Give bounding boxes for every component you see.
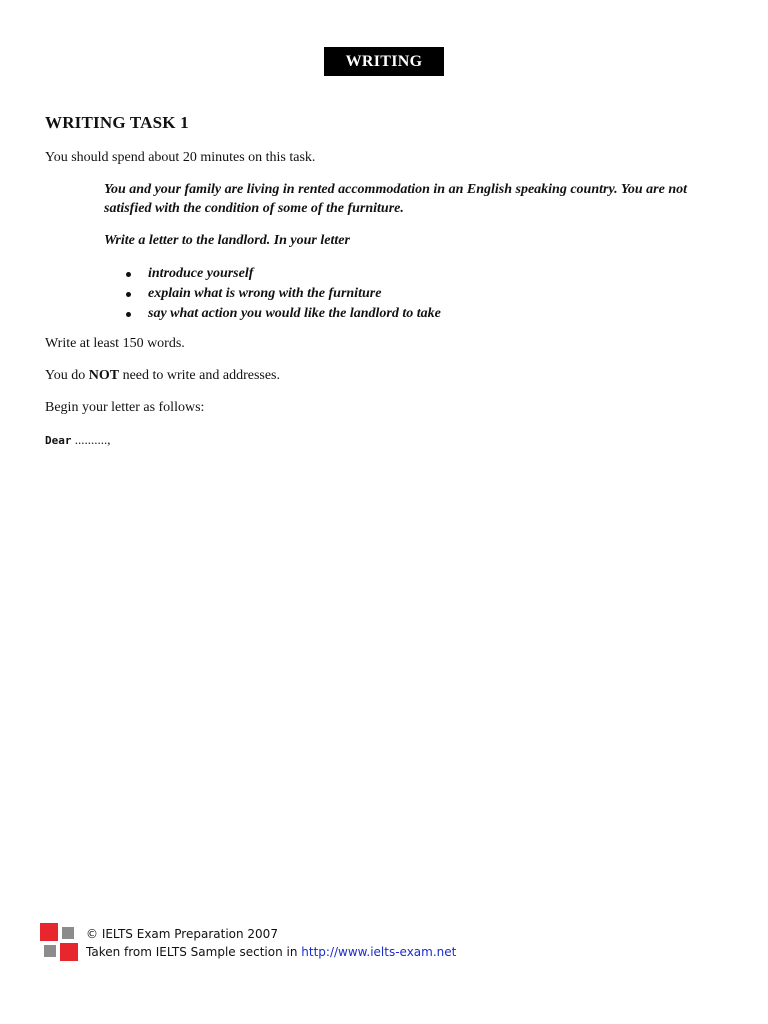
logo-square-red-large <box>40 923 58 941</box>
address-instruction-after: need to write and addresses. <box>119 368 281 383</box>
footer-source-link[interactable]: http://www.ielts-exam.net <box>301 945 457 959</box>
greeting-word: Dear <box>45 434 72 447</box>
time-instruction: You should spend about 20 minutes on this task. <box>45 150 316 165</box>
footer <box>86 925 456 961</box>
bullet-item: say what action you would like the landlord to take <box>104 304 441 324</box>
footer-source-prefix: Taken from IELTS Sample section in <box>86 945 302 959</box>
bullet-item: explain what is wrong with the furniture <box>104 284 441 304</box>
task-bullet-list <box>104 264 441 324</box>
footer-copyright: © IELTS Exam Preparation 2007 <box>86 927 278 941</box>
word-count-instruction: Write at least 150 words. <box>45 336 185 351</box>
address-instruction-before: You do <box>45 368 89 383</box>
logo-square-gray-small <box>62 927 74 939</box>
prompt-situation: You and your family are living in rented accommodation in an English speaking country. You are not satisfied with the condition of some of the furniture. <box>104 182 688 216</box>
ielts-logo <box>40 923 78 961</box>
logo-square-red-large-2 <box>60 943 78 961</box>
address-instruction <box>45 367 280 385</box>
letter-greeting <box>45 432 111 448</box>
begin-instruction: Begin your letter as follows: <box>45 400 205 415</box>
logo-square-gray-small-2 <box>44 945 56 957</box>
address-instruction-emphasis: NOT <box>88 368 120 383</box>
prompt-instruction: Write a letter to the landlord. In your letter <box>104 233 350 248</box>
footer-source <box>86 943 456 961</box>
task-title: WRITING TASK 1 <box>45 113 189 132</box>
greeting-dots: .........., <box>71 432 111 447</box>
section-badge: WRITING <box>324 47 444 76</box>
bullet-item: introduce yourself <box>104 264 441 284</box>
